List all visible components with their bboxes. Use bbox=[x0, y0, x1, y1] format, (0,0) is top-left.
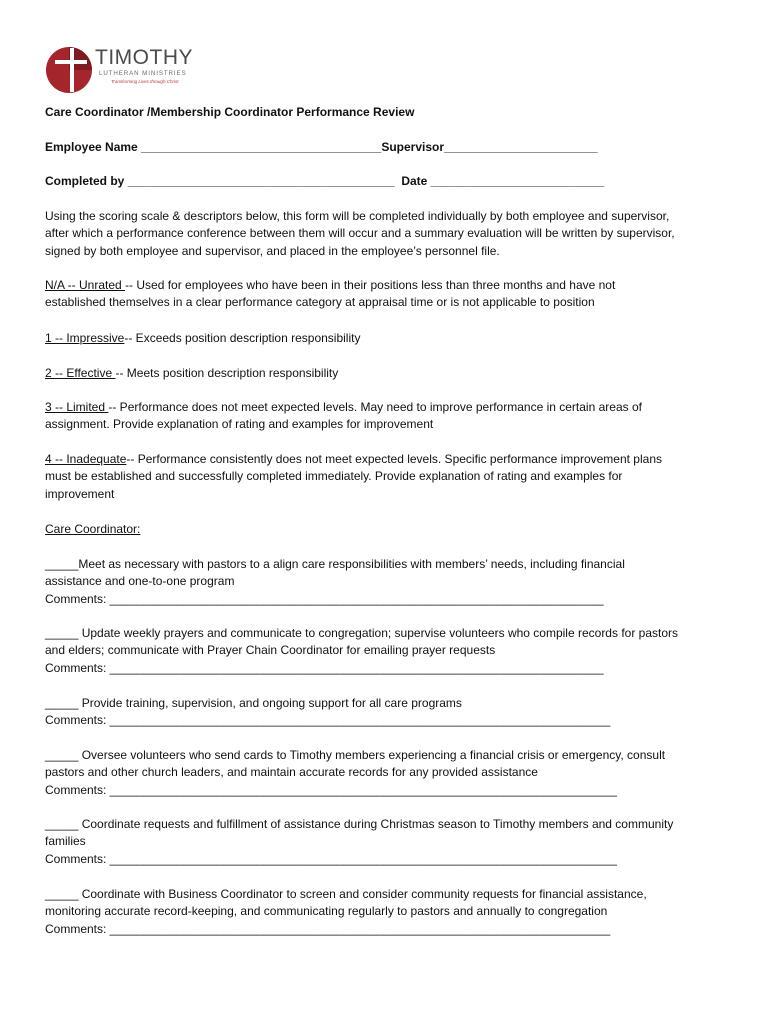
scale-na-text: -- Used for employees who have been in their positions less than three months and have not bbox=[125, 278, 616, 292]
employee-supervisor-row bbox=[45, 139, 598, 156]
scale-limited bbox=[45, 399, 735, 434]
duty-item bbox=[45, 747, 735, 799]
date-label: Date bbox=[401, 174, 428, 188]
comments-field[interactable]: Comments: __________________________________________________________________________ bbox=[45, 660, 604, 675]
section-heading: Care Coordinator: bbox=[45, 522, 141, 536]
scale-limited-text-2: assignment. Provide explanation of rating and examples for improvement bbox=[45, 417, 434, 432]
rating-blank[interactable]: _____ bbox=[45, 817, 79, 831]
cross-emblem-icon bbox=[45, 44, 95, 96]
scale-impressive-text: -- Exceeds position description responsibility bbox=[124, 331, 361, 345]
scale-limited-text: -- Performance does not meet expected levels. May need to improve performance in certain areas of bbox=[108, 400, 642, 414]
scale-effective-text: -- Meets position description responsibility bbox=[115, 366, 339, 380]
completed-by-field[interactable]: ________________________________________ bbox=[127, 174, 395, 188]
scale-na-text-2: established themselves in a clear performance category at appraisal time or is not applicable to position bbox=[45, 295, 595, 310]
duty-text-2: assistance and one-to-one program bbox=[45, 574, 235, 589]
duty-text: Coordinate with Business Coordinator to screen and consider community requests for financial assistance, bbox=[78, 887, 647, 901]
duty-text: Oversee volunteers who send cards to Timothy members experiencing a financial crisis or emergency, consult bbox=[78, 748, 666, 762]
duty-item bbox=[45, 625, 735, 677]
logo-name: TIMOTHY bbox=[95, 46, 193, 69]
date-field[interactable]: __________________________ bbox=[430, 174, 605, 188]
scale-inadequate-text-3: improvement bbox=[45, 486, 115, 501]
scale-effective bbox=[45, 365, 735, 382]
rating-blank[interactable]: _____ bbox=[45, 626, 79, 640]
completed-date-row bbox=[45, 173, 604, 190]
logo-subtitle: LUTHERAN MINISTRIES bbox=[99, 70, 187, 77]
scale-inadequate-text-2: must be established and successfully completed immediately. Provide explanation of rating and examples for bbox=[45, 469, 623, 484]
comments-field[interactable]: Comments: ___________________________________________________________________________ bbox=[45, 713, 611, 728]
duty-text: Provide training, supervision, and ongoing support for all care programs bbox=[78, 696, 462, 710]
duty-item bbox=[45, 886, 735, 938]
duty-text-2: families bbox=[45, 834, 86, 849]
duty-item bbox=[45, 816, 735, 868]
duty-item bbox=[45, 556, 735, 608]
duty-text-2: monitoring accurate record-keeping, and communicating regularly to pastors and annually to congregation bbox=[45, 904, 608, 919]
supervisor-field[interactable]: _______________________ bbox=[444, 140, 598, 154]
scale-na bbox=[45, 277, 735, 312]
rating-blank[interactable]: _____ bbox=[45, 557, 79, 571]
employee-name-label: Employee Name bbox=[45, 140, 138, 154]
rating-blank[interactable]: _____ bbox=[45, 887, 79, 901]
comments-field[interactable]: Comments: ____________________________________________________________________________ bbox=[45, 782, 617, 797]
duty-text: Coordinate requests and fulfillment of assistance during Christmas season to Timothy members and community bbox=[78, 817, 674, 831]
comments-field[interactable]: Comments: ___________________________________________________________________________ bbox=[45, 921, 611, 936]
rating-blank[interactable]: _____ bbox=[45, 696, 79, 710]
form-title: Care Coordinator /Membership Coordinator Performance Review bbox=[45, 105, 415, 119]
intro-line: Using the scoring scale & descriptors below, this form will be completed individually by both employee and supervisor, bbox=[45, 209, 670, 223]
intro-line: signed by both employee and supervisor, and placed in the employee’s personnel file. bbox=[45, 243, 500, 258]
scale-effective-label: 2 -- Effective bbox=[45, 366, 116, 380]
duty-text: Meet as necessary with pastors to a align care responsibilities with members’ needs, including financial bbox=[78, 557, 625, 571]
scale-inadequate bbox=[45, 451, 735, 503]
duty-text-2: pastors and other church leaders, and maintain accurate records for any provided assistance bbox=[45, 765, 538, 780]
intro-line: after which a performance conference between them will occur and a summary evaluation will be written by supervisor, bbox=[45, 226, 675, 241]
scale-impressive bbox=[45, 330, 735, 347]
supervisor-label: Supervisor bbox=[381, 140, 445, 154]
completed-by-label: Completed by bbox=[45, 174, 125, 188]
comments-field[interactable]: Comments: ____________________________________________________________________________ bbox=[45, 851, 617, 866]
duty-text-2: and elders; communicate with Prayer Chain Coordinator for emailing prayer requests bbox=[45, 643, 496, 658]
logo-tagline: Transforming Lives through Christ bbox=[111, 79, 179, 84]
employee-name-field[interactable]: ____________________________________ bbox=[141, 140, 382, 154]
scale-na-label: N/A -- Unrated bbox=[45, 278, 126, 292]
scale-impressive-label: 1 -- Impressive bbox=[45, 331, 125, 345]
scale-inadequate-text: -- Performance consistently does not meet expected levels. Specific performance improvement plans bbox=[126, 452, 662, 466]
scale-limited-label: 3 -- Limited bbox=[45, 400, 109, 414]
duty-item bbox=[45, 695, 735, 730]
timothy-logo bbox=[45, 44, 205, 96]
intro-paragraph bbox=[45, 208, 735, 260]
comments-field[interactable]: Comments: __________________________________________________________________________ bbox=[45, 591, 604, 606]
rating-blank[interactable]: _____ bbox=[45, 748, 79, 762]
scale-inadequate-label: 4 -- Inadequate bbox=[45, 452, 127, 466]
duty-text: Update weekly prayers and communicate to congregation; supervise volunteers who compile records for pastors bbox=[78, 626, 679, 640]
